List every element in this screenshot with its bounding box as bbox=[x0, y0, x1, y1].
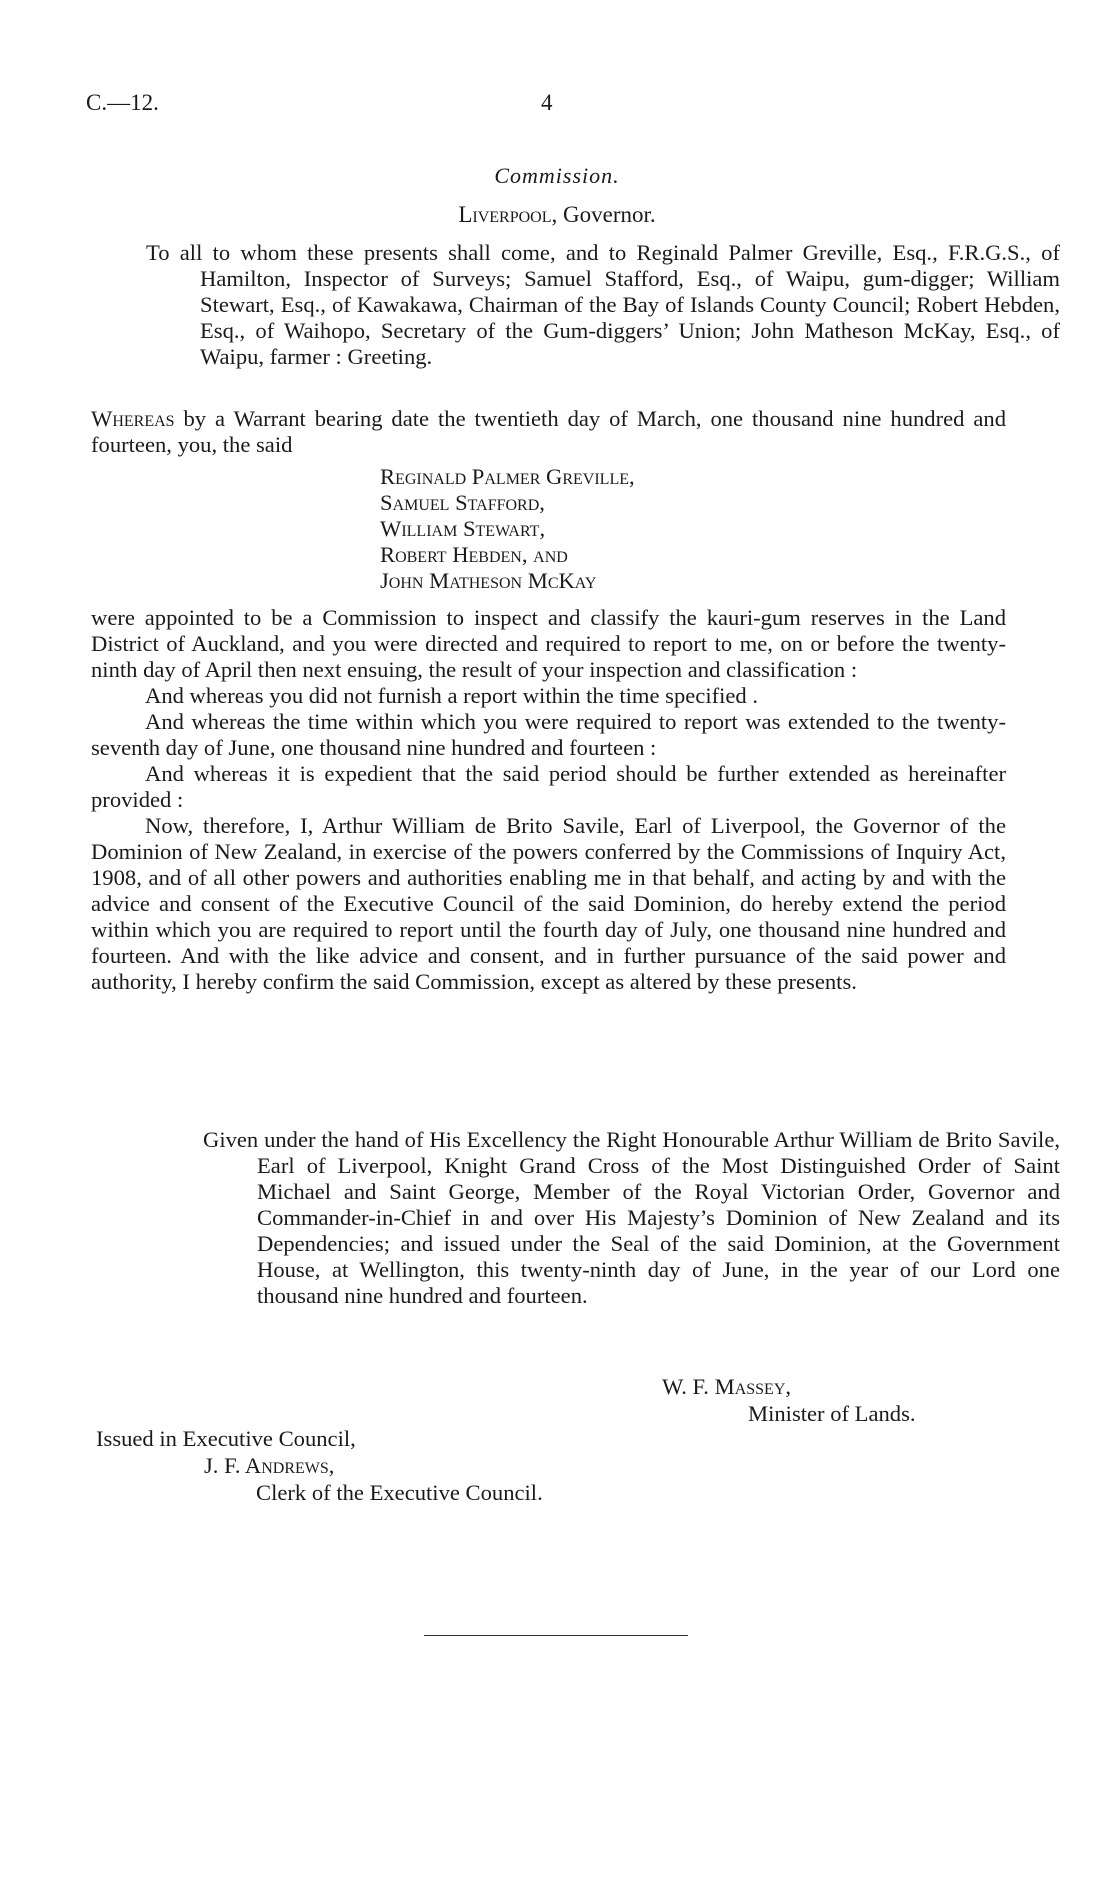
commissioner-name: John Matheson McKay bbox=[380, 568, 597, 593]
commissioner-name: Samuel Stafford, bbox=[380, 490, 545, 515]
commissioner-names bbox=[380, 464, 800, 594]
commissioner-name: Reginald Palmer Greville, bbox=[380, 464, 635, 489]
given-under-hand-paragraph: Given under the hand of His Excellency the Right Honourable Arthur William de Brito Savile, Earl of Liverpool, Knight Grand Cross of the Most Distinguished Order of Saint Michael and Saint George, Member of the Royal Victorian Order, Governor and Commander-in-Chief in and over His Majesty’s Dominion of New Zealand and its Dependencies; and issued under the Seal of the said Dominion, at the Government House, at Wellington, this twenty-ninth day of June, in the year of our Lord one thousand nine hundred and fourteen. bbox=[203, 1127, 1060, 1308]
governor-name: Liverpool bbox=[458, 202, 552, 227]
whereas-lead: Whereas bbox=[91, 406, 175, 431]
commissioner-name: Robert Hebden, and bbox=[380, 542, 568, 567]
minister-name: W. F. Massey, bbox=[662, 1374, 792, 1399]
address-paragraph: To all to whom these presents shall come, and to Reginald Palmer Greville, Esq., F.R.G.S., of Hamilton, Inspector of Surveys; Samuel Stafford, Esq., of Waipu, gum-digger; William Stewart, Esq., of Kawakawa, Chairman of the Bay of Islands County Council; Robert Hebden, Esq., of Waihopo, Secretary of the Gum-diggers’ Union; John Matheson McKay, Esq., of Waipu, farmer : Greeting. bbox=[146, 240, 1060, 369]
commission-body bbox=[91, 605, 1006, 995]
body-paragraph: And whereas it is expedient that the said period should be further extended as hereinafter provided : bbox=[91, 761, 1006, 812]
document-id: C.—12. bbox=[86, 90, 159, 115]
issued-block bbox=[96, 1425, 543, 1506]
issued-line: Issued in Executive Council, bbox=[96, 1426, 356, 1451]
commissioner-name: William Stewart, bbox=[380, 516, 546, 541]
minister-signature bbox=[662, 1373, 916, 1427]
commission-title: Commission. bbox=[494, 163, 620, 188]
whereas-paragraph bbox=[91, 406, 1006, 458]
body-paragraph: Now, therefore, I, Arthur William de Brito Savile, Earl of Liverpool, the Governor of the Dominion of New Zealand, in exercise of the powers conferred by the Commissions of Inquiry Act, 1908, and of all other powers and authorities enabling me in that behalf, and acting by and with the advice and consent of the Executive Council of the said Dominion, do hereby extend the period within which you are required to report until the fourth day of July, one thousand nine hundred and fourteen. And with the like advice and consent, and in further pursuance of the said power and authority, I hereby confirm the said Commission, except as altered by these presents. bbox=[91, 813, 1006, 994]
governor-role: , Governor. bbox=[551, 202, 656, 227]
clerk-name: J. F. Andrews, bbox=[204, 1453, 335, 1478]
closing-rule bbox=[424, 1635, 688, 1636]
body-paragraph: And whereas you did not furnish a report within the time specified . bbox=[145, 683, 759, 708]
clerk-title: Clerk of the Executive Council. bbox=[256, 1480, 543, 1505]
page-number: 4 bbox=[541, 90, 553, 115]
whereas-text: by a Warrant bearing date the twentieth day of March, one thousand nine hundred and fourteen, you, the said bbox=[91, 406, 1006, 457]
minister-title: Minister of Lands. bbox=[748, 1401, 916, 1426]
body-paragraph: And whereas the time within which you were required to report was extended to the twenty-seventh day of June, one thousand nine hundred and fourteen : bbox=[91, 709, 1006, 760]
page-header bbox=[86, 90, 1026, 120]
body-paragraph: were appointed to be a Commission to inspect and classify the kauri-gum reserves in the Land District of Auckland, and you were directed and required to report to me, on or before the twenty-ninth day of April then next ensuing, the result of your inspection and classification : bbox=[91, 605, 1006, 682]
governor-line bbox=[0, 202, 1114, 228]
